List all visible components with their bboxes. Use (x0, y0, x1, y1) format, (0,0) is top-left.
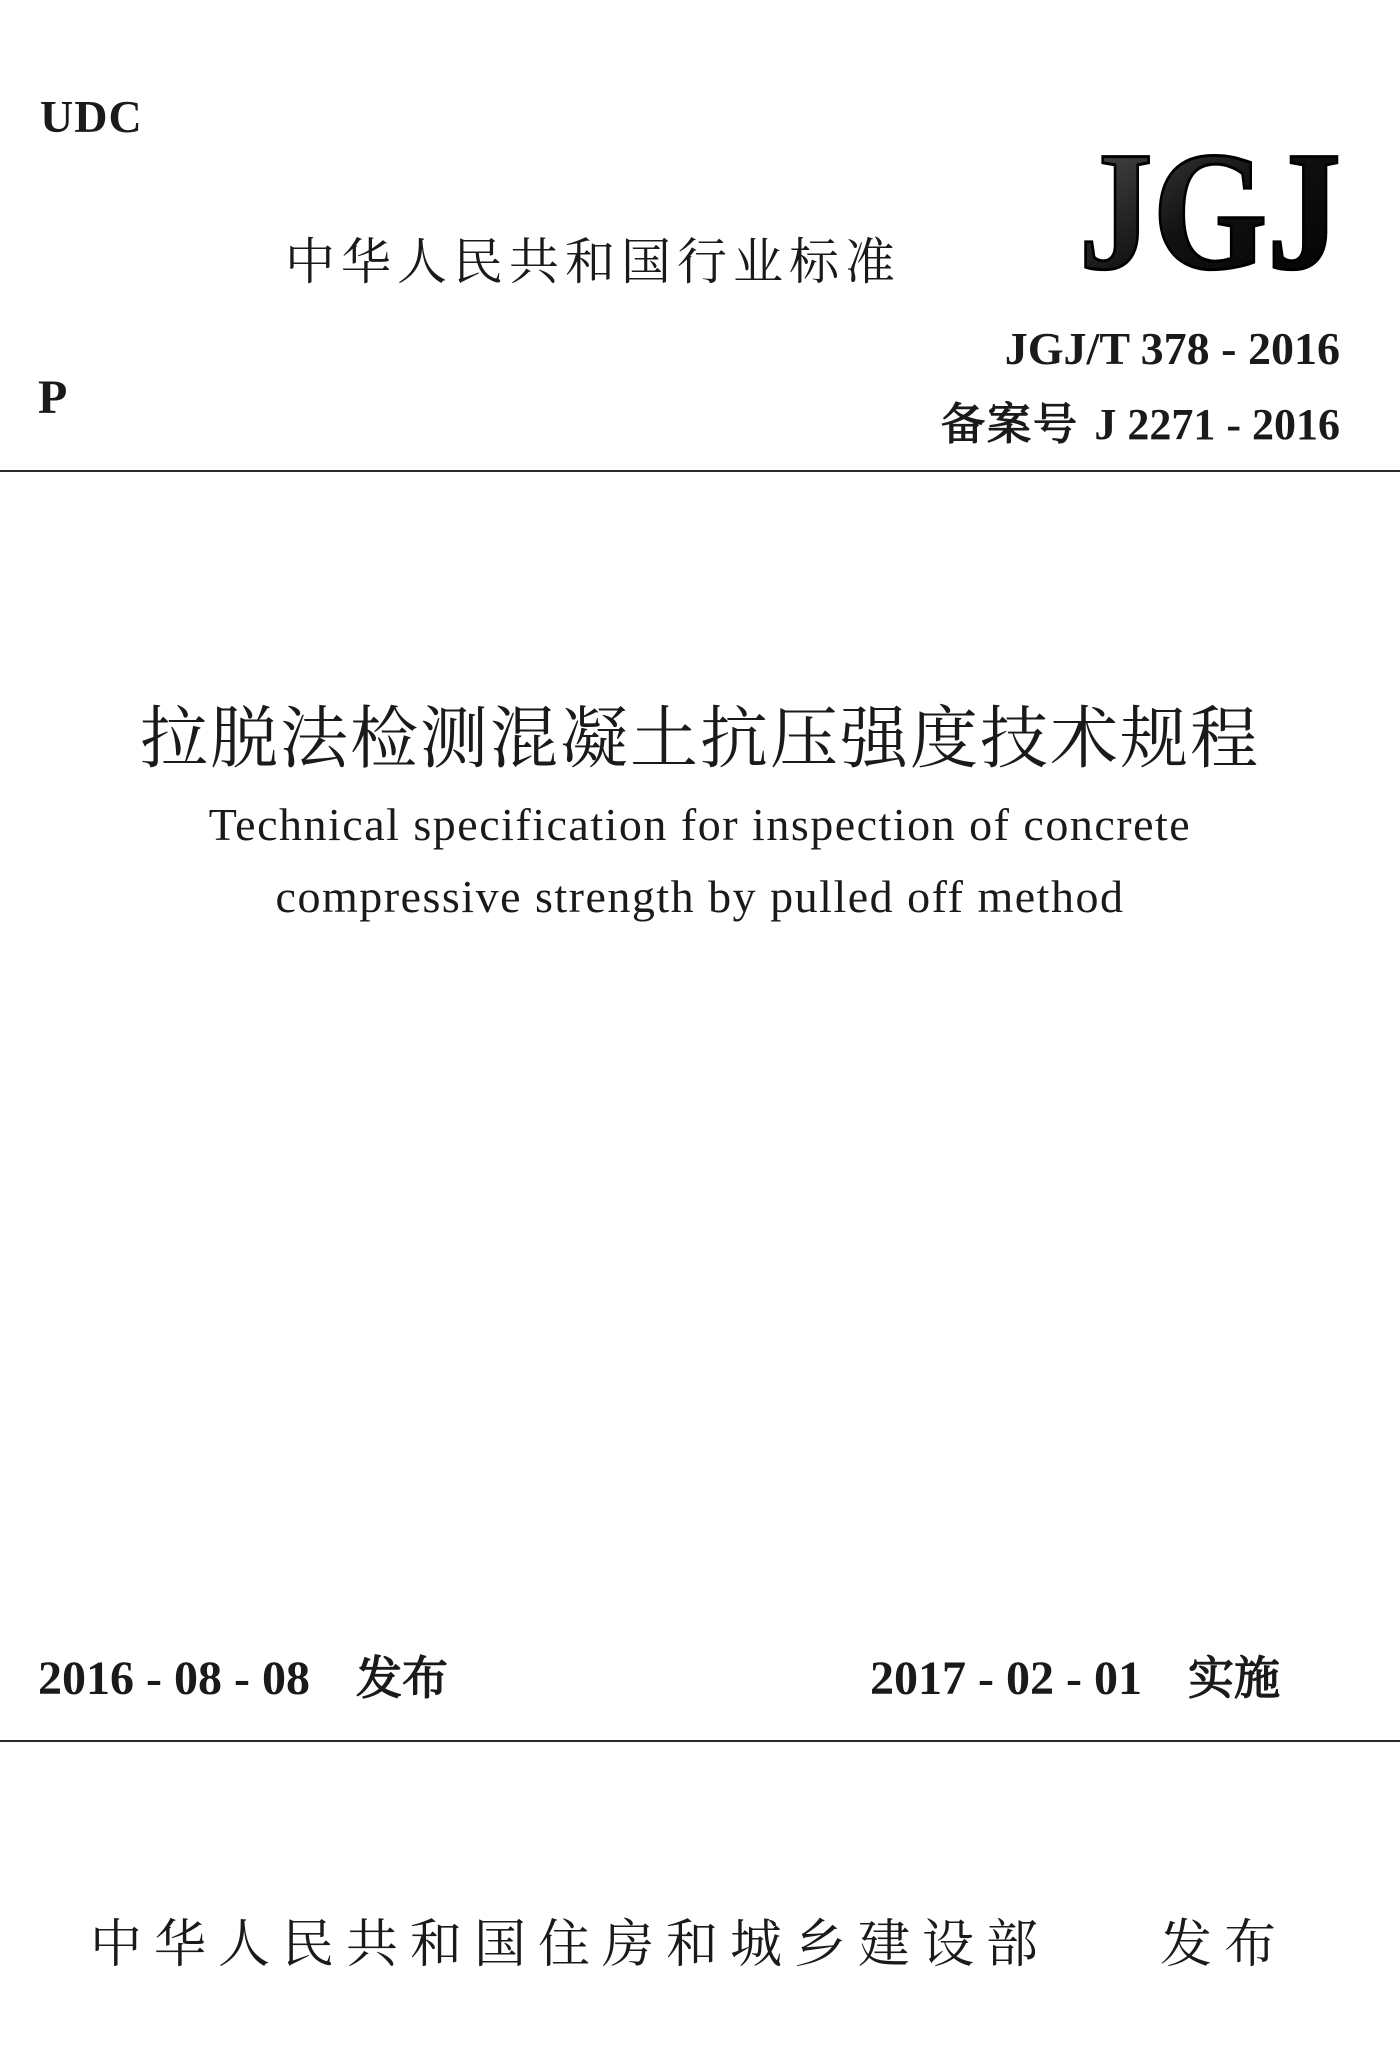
effective-date: 2017 - 02 - 01 (870, 1652, 1142, 1705)
effective-label: 实施 (1187, 1651, 1280, 1705)
logo-text: JGJ (1079, 117, 1341, 305)
footer-divider (0, 1740, 1400, 1742)
record-number-line (941, 388, 1340, 452)
issue-date: 2016 - 08 - 08 (38, 1652, 310, 1705)
standard-number: JGJ/T 378 - 2016 (1004, 323, 1340, 374)
issue-date-line (38, 1642, 448, 1708)
udc-label: UDC (40, 91, 143, 142)
classification-code: P (38, 371, 68, 424)
publisher-name: 中华人民共和国住房和城乡建设部 (90, 1915, 1051, 1975)
title-english-line2: compressive strength by pulled off method (275, 871, 1125, 922)
issue-label: 发布 (355, 1651, 448, 1705)
record-label: 备案号 (941, 399, 1080, 450)
effective-date-line (870, 1642, 1280, 1708)
standard-type: 中华人民共和国行业标准 (285, 233, 901, 291)
title-chinese: 拉脱法检测混凝土抗压强度技术规程 (139, 700, 1260, 779)
header-divider (0, 470, 1400, 472)
jgj-logo (1075, 117, 1345, 305)
title-english-line1: Technical specification for inspection of concrete (208, 799, 1192, 850)
publish-label: 发布 (1160, 1915, 1289, 1975)
record-number: J 2271 - 2016 (1094, 400, 1340, 449)
